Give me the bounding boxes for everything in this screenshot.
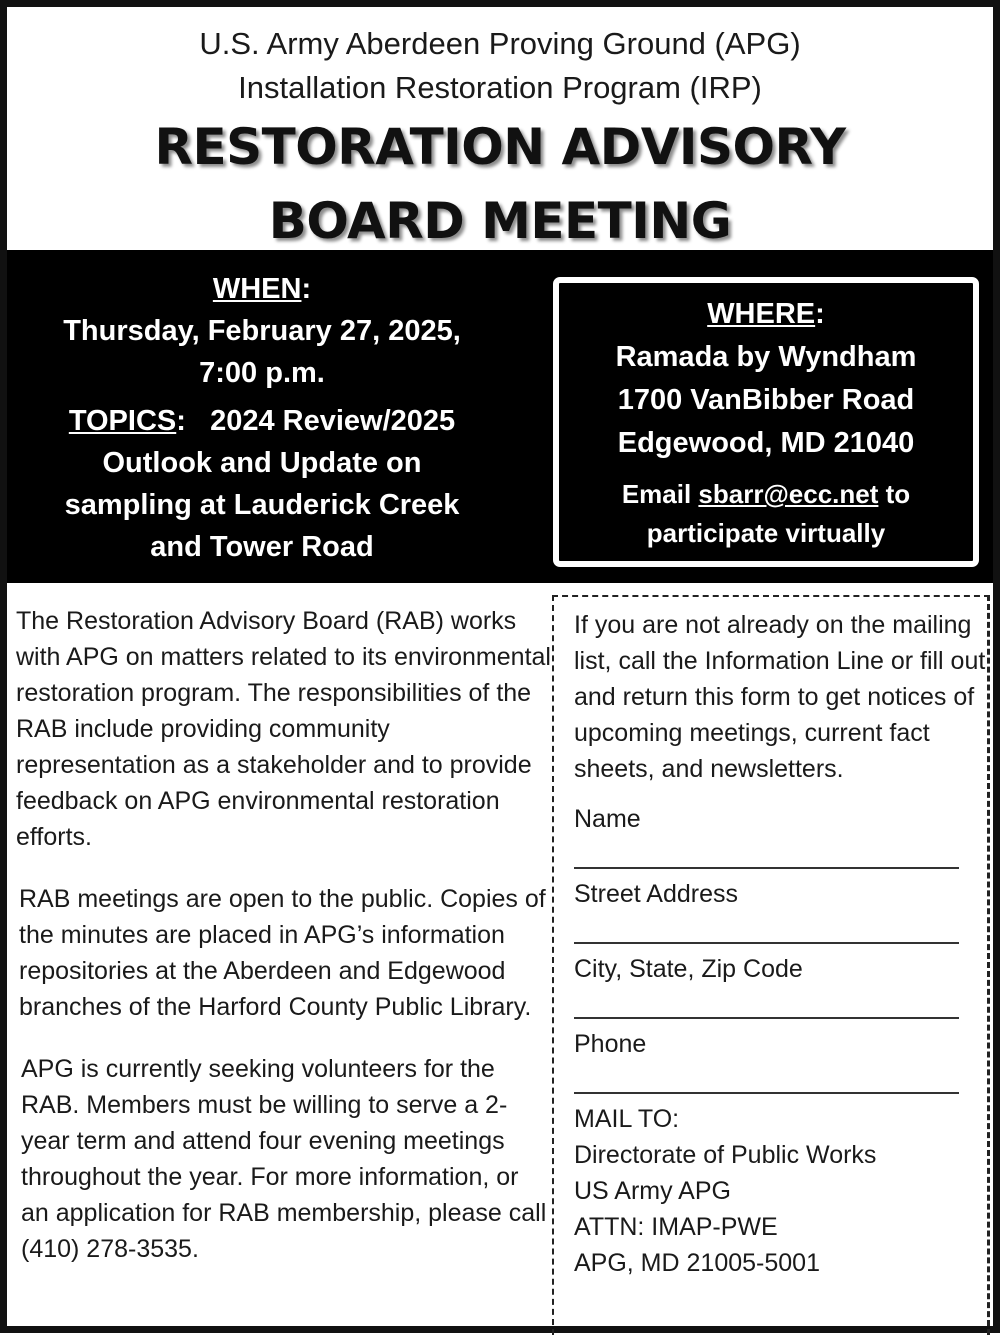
mail-line1: Directorate of Public Works bbox=[574, 1141, 877, 1169]
name-field[interactable] bbox=[574, 837, 987, 876]
where-email-line bbox=[559, 475, 973, 553]
street-address-label: Street Address bbox=[574, 880, 738, 908]
mail-line4: APG, MD 21005-5001 bbox=[574, 1249, 820, 1277]
when-date: Thursday, February 27, 2025, bbox=[63, 315, 461, 347]
when-time: 7:00 p.m. bbox=[199, 357, 325, 389]
where-heading: WHERE: bbox=[707, 298, 825, 330]
phone-field[interactable] bbox=[574, 1062, 987, 1101]
when-topics-column bbox=[7, 268, 517, 568]
topics-line4: and Tower Road bbox=[150, 531, 374, 563]
form-intro: If you are not already on the mailing list, call the Information Line or fill out and return this form to get notices of upcoming meetings, current fact sheets, and newsletters. bbox=[574, 611, 986, 783]
topics-line1: TOPICS: 2024 Review/2025 bbox=[68, 405, 456, 437]
volunteers-text: APG is currently seeking volunteers for the RAB. Members must be willing to serve a 2-year term and attend four evening meetings throughout the year. For more information, or an application for RAB membership, please call (410) 278-3535. bbox=[21, 1055, 547, 1263]
street-address-field[interactable] bbox=[574, 912, 987, 951]
mail-to-address bbox=[574, 1101, 987, 1281]
mail-line2: US Army APG bbox=[574, 1177, 731, 1205]
when-heading: WHEN: bbox=[212, 273, 312, 305]
flyer-header bbox=[7, 7, 993, 249]
meeting-details-band bbox=[7, 250, 993, 583]
email-prefix: Email bbox=[621, 479, 699, 509]
phone-label: Phone bbox=[574, 1030, 647, 1058]
city-state-zip-field[interactable] bbox=[574, 987, 987, 1026]
lower-section bbox=[7, 585, 993, 1333]
mail-line3: ATTN: IMAP-PWE bbox=[574, 1213, 778, 1241]
where-label: WHERE bbox=[707, 298, 816, 330]
org-name-line1: U.S. Army Aberdeen Proving Ground (APG) bbox=[199, 26, 801, 61]
topics-label: TOPICS bbox=[68, 405, 177, 437]
public-meetings-text: RAB meetings are open to the public. Copies of the minutes are placed in APG’s information repositories at the Aberdeen and Edgewood branches of the Harford County Public Library. bbox=[19, 885, 546, 1021]
topics-line2: Outlook and Update on bbox=[102, 447, 422, 479]
city-state-zip-label: City, State, Zip Code bbox=[574, 955, 803, 983]
name-label: Name bbox=[574, 805, 641, 833]
where-venue: Ramada by Wyndham bbox=[615, 341, 917, 373]
title-line2: BOARD MEETING bbox=[268, 192, 732, 250]
mail-to-label: MAIL TO: bbox=[574, 1105, 680, 1133]
when-label: WHEN bbox=[212, 273, 302, 305]
email-suffix: to bbox=[878, 479, 911, 509]
info-column bbox=[16, 603, 551, 1267]
org-name-line2: Installation Restoration Program (IRP) bbox=[238, 70, 762, 105]
title-line1: RESTORATION ADVISORY bbox=[154, 118, 846, 176]
email-link[interactable]: sbarr@ecc.net bbox=[698, 479, 879, 509]
where-street: 1700 VanBibber Road bbox=[617, 384, 915, 416]
mailing-list-form bbox=[552, 595, 990, 1335]
topics-text1: 2024 Review/2025 bbox=[210, 405, 456, 437]
where-city: Edgewood, MD 21040 bbox=[617, 427, 915, 459]
rab-description: The Restoration Advisory Board (RAB) works with APG on matters related to its environmental restoration program. The responsibilities of the RAB include providing community representation as a stakeholder and to provide feedback on APG environmental restoration efforts. bbox=[16, 607, 551, 851]
where-box bbox=[553, 277, 979, 567]
topics-line3: sampling at Lauderick Creek bbox=[64, 489, 460, 521]
virtual-text: participate virtually bbox=[646, 518, 886, 548]
